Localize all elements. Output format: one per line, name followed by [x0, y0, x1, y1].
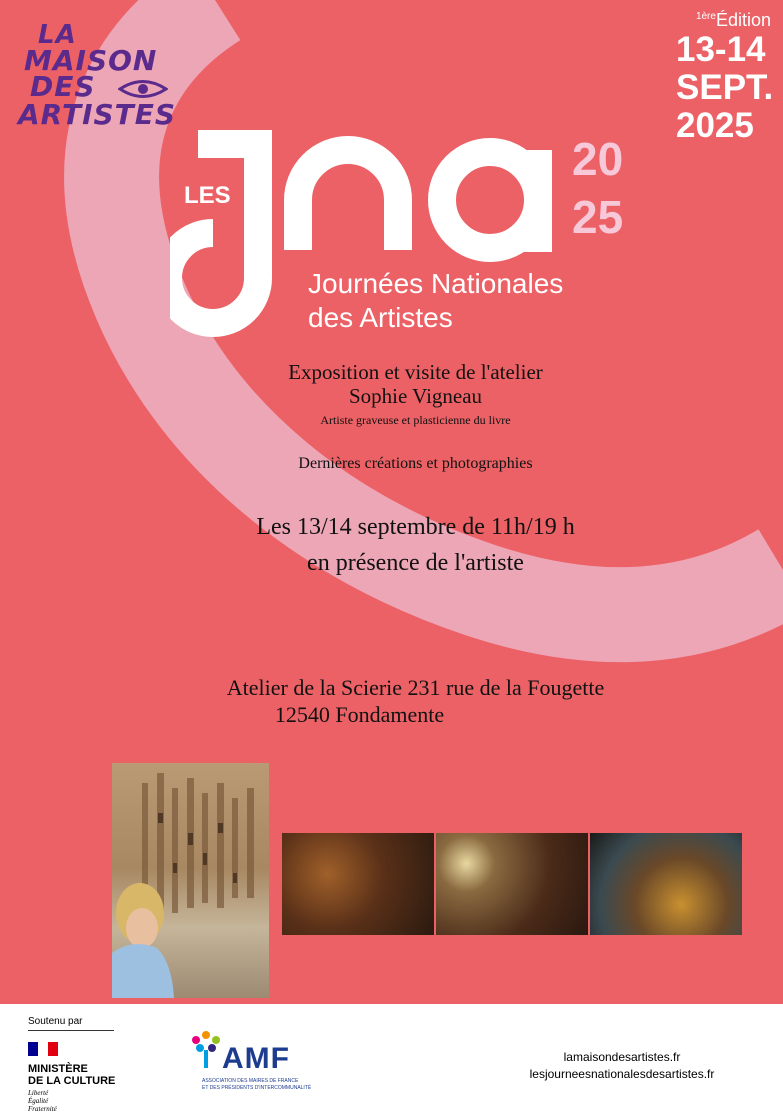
photo-artist-in-studio [112, 763, 269, 998]
amf-tree-icon [188, 1030, 224, 1070]
logo-line-4: ARTISTES [18, 98, 177, 131]
les-label: LES [184, 182, 231, 209]
event-works: Dernières créations et photographies [298, 455, 533, 472]
amf-sub1: ASSOCIATION DES MAIRES DE FRANCE [202, 1078, 299, 1084]
logo-line-3: DES [30, 70, 96, 103]
event-address-line1: Atelier de la Scierie 231 rue de la Fougette [226, 675, 605, 700]
edition-year: 2025 [676, 106, 754, 145]
ministry-line2: DE LA CULTURE [28, 1075, 116, 1087]
event-presence: en présence de l'artiste [307, 550, 524, 576]
eye-icon [118, 78, 168, 100]
event-title: Exposition et visite de l'atelier [288, 360, 543, 384]
event-dates: Les 13/14 septembre de 11h/19 h [256, 514, 575, 540]
photo-leaves-3 [590, 833, 742, 935]
event-address-line2: 12540 Fondamente [274, 702, 445, 727]
edition-dates: 13-14 [676, 30, 766, 69]
supported-by-label: Soutenu par [28, 1016, 83, 1027]
motto-1: Liberté [28, 1089, 49, 1097]
footer [0, 1004, 783, 1118]
motto-2: Égalité [28, 1097, 49, 1105]
maison-des-artistes-logo [18, 20, 188, 140]
jna-subtitle-line1: Journées Nationales [308, 268, 564, 299]
amf-logo [188, 1030, 318, 1100]
logo-line-1: LA [38, 20, 77, 50]
edition-block [650, 10, 775, 145]
website-2[interactable]: lesjourneesnationalesdesartistes.fr [529, 1067, 715, 1081]
edition-label: $^{1ère}$Édition [695, 10, 771, 30]
ministry-line1: MINISTÈRE [28, 1063, 88, 1075]
photo-leaves-2 [436, 833, 588, 935]
supported-by-underline [28, 1030, 114, 1031]
amf-name: AMF [222, 1042, 290, 1075]
jna-wordmark [170, 130, 640, 340]
logo-line-2: MAISON [24, 44, 158, 77]
edition-month: SEPT. [676, 68, 774, 107]
year-bottom: 25 [572, 191, 624, 243]
ministry-logo [28, 1042, 128, 1113]
motto-3: Fraternité [28, 1105, 57, 1113]
website-1[interactable]: lamaisondesartistes.fr [563, 1050, 681, 1064]
jna-subtitle-line2: des Artistes [308, 302, 453, 333]
amf-sub2: ET DES PRÉSIDENTS D'INTERCOMMUNALITÉ [202, 1085, 312, 1091]
marianne-flag-icon [28, 1042, 58, 1056]
event-artist: Sophie Vigneau [348, 384, 483, 408]
event-artist-role: Artiste graveuse et plasticienne du livre [320, 413, 511, 427]
year-top: 20 [572, 133, 624, 185]
photo-leaves-1 [282, 833, 434, 935]
